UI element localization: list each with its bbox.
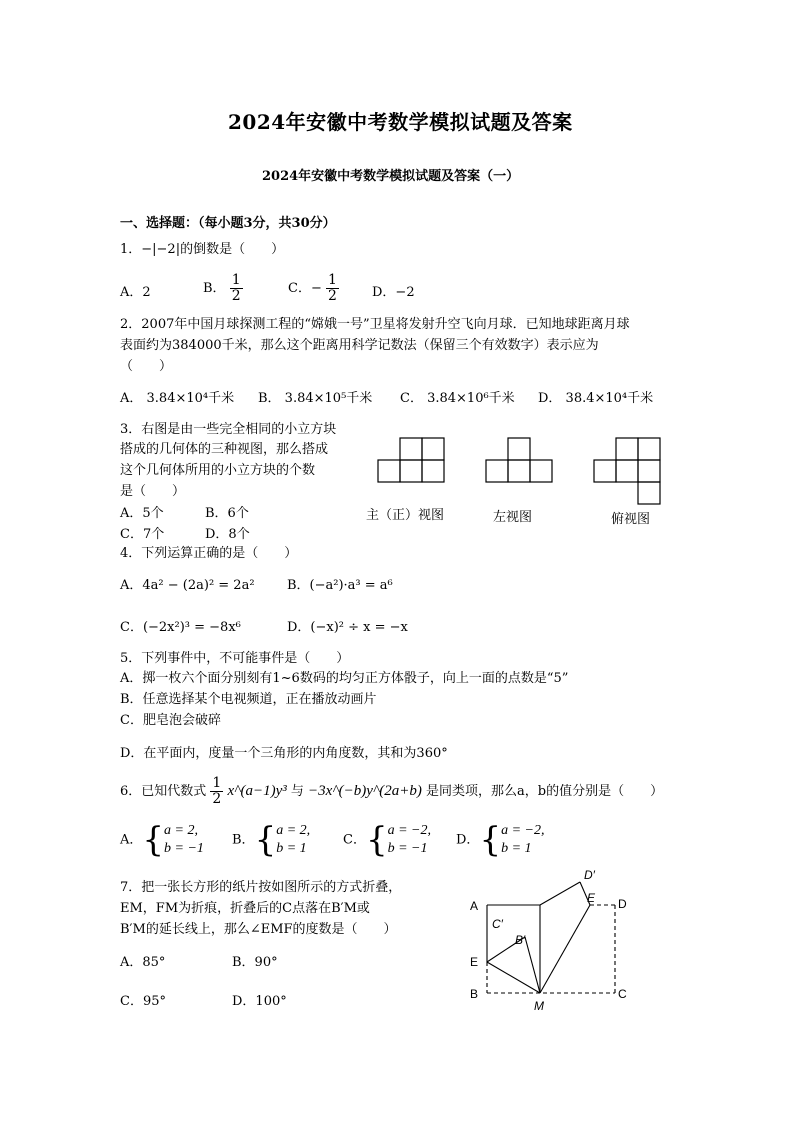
q6-b-label: B．	[232, 832, 255, 848]
main-view-cube	[422, 438, 444, 460]
q5-option-b: B．任意选择某个电视频道，正在播放动画片	[120, 692, 377, 707]
label-m: M	[534, 999, 544, 1013]
brace-icon: {	[254, 820, 277, 860]
q7-line-1: 7．把一张长方形的纸片按如图所示的方式折叠，	[120, 880, 402, 895]
left-view-cube	[486, 460, 508, 482]
q1-option-b-fraction	[230, 273, 243, 304]
edge-top-flap	[540, 882, 580, 905]
q6-prefix: 6．已知代数式	[120, 784, 207, 799]
left-view-cube	[508, 438, 530, 460]
q2-line-1: 2．2007年中国月球探测工程的“嫦娥一号”卫星将发射升空飞向月球．已知地球距离月球	[120, 317, 630, 332]
q1-stem: 1．−|−2|的倒数是（ ）	[120, 242, 285, 257]
q5-option-d: D．在平面内，度量一个三角形的内角度数，其和为360°	[120, 746, 448, 761]
q4-stem: 4．下列运算正确的是（ ）	[120, 546, 298, 561]
q6-expr-1: x^(a−1)y³	[227, 783, 287, 799]
q3-view-main-label: 主（正）视图	[366, 508, 445, 523]
edge-bprime-m	[525, 937, 540, 993]
main-view-cube	[400, 460, 422, 482]
q3-option-a: A．5个	[120, 506, 164, 521]
label-d-prime: D′	[584, 868, 595, 882]
q6-half-den: 2	[212, 791, 222, 807]
q3-view-top-label: 俯视图	[611, 512, 651, 527]
q3-line-3: 这个几何体所用的小立方块的个数	[120, 463, 316, 478]
q2-line-3: （ ）	[120, 359, 173, 374]
top-view-cell	[594, 460, 616, 482]
q3-option-b: B．6个	[205, 506, 249, 521]
q2-option-d: D． 38.4×10⁴千米	[538, 391, 654, 406]
q6-expr-2: −3x^(−b)y^(2a+b)	[308, 783, 422, 799]
q6-mid: 与	[290, 784, 304, 799]
q7-option-d: D．100°	[232, 994, 287, 1009]
top-view-cell	[616, 460, 638, 482]
q3-line-1: 3．右图是由一些完全相同的小立方块	[120, 422, 337, 437]
q6-half-num: 1	[212, 775, 222, 791]
q6-a-system	[164, 822, 204, 858]
fold-em	[487, 962, 540, 993]
left-view-cube	[508, 460, 530, 482]
brace-icon: {	[479, 820, 502, 860]
q6-d-eq2: b = 1	[501, 841, 532, 856]
fold-fm	[540, 905, 590, 993]
brace-icon: {	[142, 820, 165, 860]
label-d: D	[618, 897, 627, 911]
q1-c-num: 1	[327, 272, 337, 288]
q1-option-d: D．−2	[372, 285, 415, 300]
label-b-prime: B′	[515, 933, 526, 947]
main-view-cube	[378, 460, 400, 482]
q6-c-label: C．	[343, 832, 366, 848]
top-view-cell	[616, 438, 638, 460]
section-heading: 一、选择题：（每小题3分，共30分）	[120, 216, 336, 231]
label-a: A	[470, 899, 479, 913]
q6-a-eq2: b = −1	[164, 841, 204, 856]
q7-fold-figure	[460, 862, 640, 1017]
q3-line-2: 搭成的几何体的三种视图，那么搭成	[120, 442, 329, 457]
q6-b-eq1: a = 2,	[276, 823, 311, 838]
q6-d-system	[501, 822, 544, 858]
q7-option-c: C．95°	[120, 994, 166, 1009]
label-b: B	[470, 987, 479, 1001]
q3-three-views-figure	[370, 432, 670, 510]
q6-stem	[120, 776, 663, 807]
q4-option-d: D．(−x)² ÷ x = −x	[287, 620, 408, 635]
q2-option-a: A． 3.84×10⁴千米	[120, 391, 235, 406]
q7-option-b: B．90°	[232, 955, 278, 970]
q3-option-d: D．8个	[205, 527, 250, 542]
left-view-cube	[530, 460, 552, 482]
q6-option-c	[343, 822, 431, 858]
q1-option-b	[203, 273, 243, 304]
label-e: E	[470, 955, 479, 969]
q6-c-eq2: b = −1	[387, 841, 428, 856]
q6-half-fraction	[210, 776, 223, 807]
subtitle: 2024年安徽中考数学模拟试题及答案（一）	[262, 169, 520, 184]
q4-option-b: B．(−a²)·a³ = a⁶	[287, 578, 393, 593]
q3-option-c: C．7个	[120, 527, 165, 542]
q1-option-b-label: B．	[203, 281, 226, 296]
q6-c-eq1: a = −2,	[387, 823, 431, 838]
q1-option-c	[288, 273, 339, 304]
q7-line-2: EM，FM为折痕，折叠后的C点落在B′M或	[120, 901, 370, 916]
q1-option-a: A．2	[120, 285, 151, 300]
q6-option-d	[456, 822, 544, 858]
q6-b-eq2: b = 1	[276, 841, 307, 856]
brace-icon: {	[365, 820, 388, 860]
label-c: C	[618, 987, 627, 1001]
q6-option-b	[232, 822, 310, 858]
q3-view-left-label: 左视图	[493, 510, 533, 525]
q6-suffix: 是同类项，那么a，b的值分别是（ ）	[426, 784, 664, 799]
q6-option-a	[120, 822, 204, 858]
q5-stem: 5．下列事件中，不可能事件是（ ）	[120, 651, 350, 666]
q6-a-label: A．	[120, 832, 143, 848]
q6-d-label: D．	[456, 832, 480, 848]
q3-line-4: 是（ ）	[120, 484, 186, 499]
q6-b-system	[276, 822, 310, 858]
label-f: E	[587, 891, 596, 905]
main-view-cube	[400, 438, 422, 460]
q1-option-c-fraction	[326, 273, 339, 304]
q2-option-b: B． 3.84×10⁵千米	[258, 391, 373, 406]
q1-b-num: 1	[231, 272, 241, 288]
q2-option-c: C． 3.84×10⁶千米	[400, 391, 515, 406]
q1-option-c-label: C．−	[288, 281, 322, 296]
q2-line-2: 表面约为384000千米，那么这个距离用科学记数法（保留三个有效数字）表示应为	[120, 338, 599, 353]
q4-option-c: C．(−2x²)³ = −8x⁶	[120, 620, 241, 635]
q1-c-den: 2	[327, 288, 337, 304]
top-view-cell	[638, 460, 660, 482]
q7-line-3: B′M的延长线上，那么∠EMF的度数是（ ）	[120, 922, 397, 937]
q4-option-a: A．4a² − (2a)² = 2a²	[120, 578, 255, 593]
top-view-cell	[638, 482, 660, 504]
page-title: 2024年安徽中考数学模拟试题及答案	[228, 110, 573, 134]
q7-option-a: A．85°	[120, 955, 166, 970]
q5-option-c: C．肥皂泡会破碎	[120, 713, 221, 728]
q6-d-eq1: a = −2,	[501, 823, 545, 838]
q6-c-system	[388, 822, 431, 858]
top-view-cell	[638, 438, 660, 460]
q5-option-a: A．掷一枚六个面分别刻有1~6数码的均匀正方体骰子，向上一面的点数是“5”	[120, 671, 569, 686]
q1-b-den: 2	[231, 288, 241, 304]
main-view-cube	[422, 460, 444, 482]
q6-a-eq1: a = 2,	[164, 823, 198, 838]
label-c-prime: C′	[492, 917, 503, 931]
